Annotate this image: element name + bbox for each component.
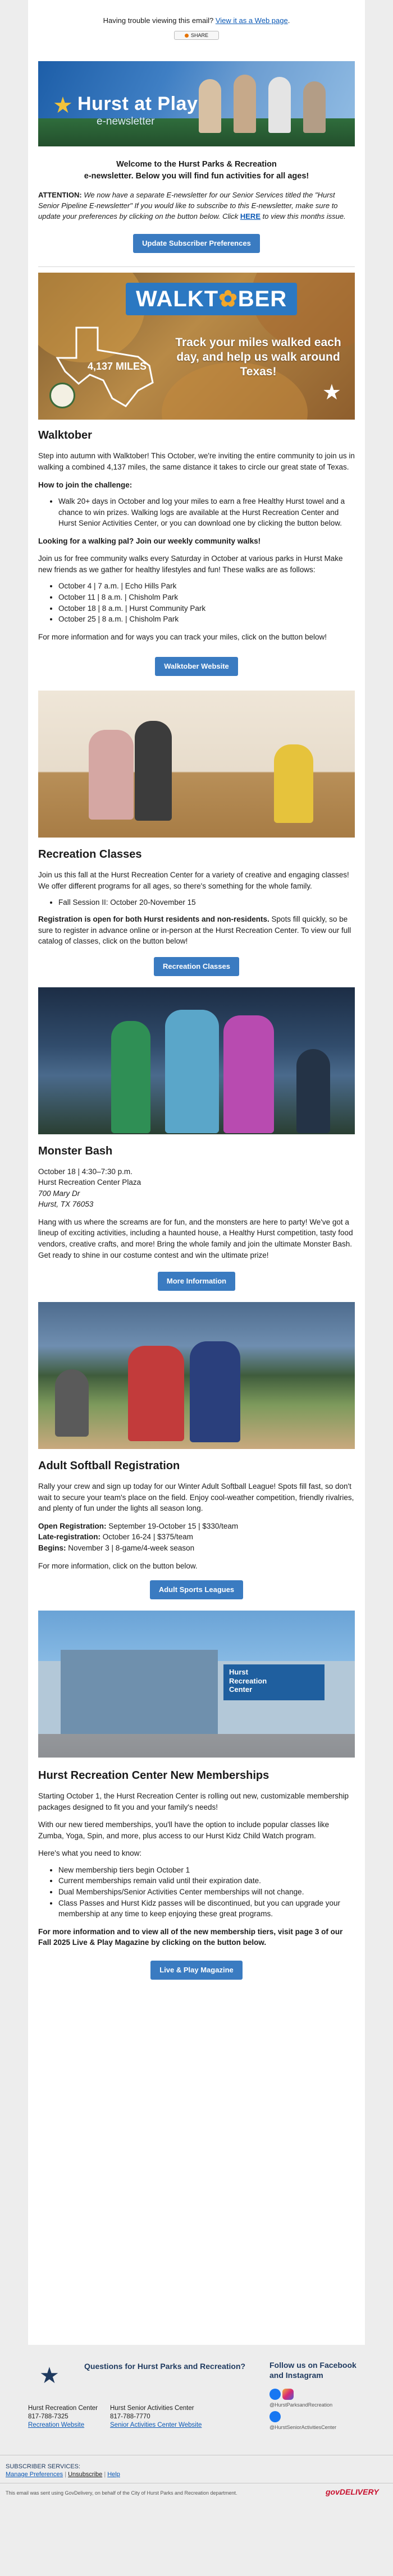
monster-bash-place: Hurst Recreation Center Plaza <box>38 1178 141 1187</box>
monster-bash-address-1: 700 Mary Dr <box>38 1189 80 1198</box>
memberships-intro: Starting October 1, the Hurst Recreation Center is rolling out new, customizable membership packages designed to fit you and your family's needs! <box>38 1792 349 1811</box>
walktober-more: For more information and for ways you can track your miles, click on the button below! <box>38 632 327 641</box>
walktober-banner <box>38 273 355 420</box>
hero-subtitle: e-newsletter <box>97 115 155 127</box>
footer-questions: Questions for Hurst Parks and Recreation? <box>84 2362 246 2371</box>
classes-intro: Join us this fall at the Hurst Recreation Center for a variety of creative and engaging classes! We offer different programs for all ages, so there's something for the whole family. <box>38 871 349 890</box>
footer-contact <box>28 2353 365 2437</box>
monster-bash-title: Monster Bash <box>38 1144 113 1157</box>
softball-intro: Rally your crew and sign up today for our Winter Adult Softball League! Spots fill fast, so don't wait to secure your team's place on the field. Enjoy cool-weather competition, friendly rivalries, and plenty of fun under the lights all season long. <box>38 1482 354 1513</box>
govdelivery-logo[interactable]: govDELIVERY <box>326 2487 379 2496</box>
hero-people-graphic <box>199 70 339 133</box>
more-information-button[interactable]: More Information <box>158 1272 235 1291</box>
update-preferences-button[interactable]: Update Subscriber Preferences <box>133 234 260 253</box>
recreation-website-link[interactable]: Recreation Website <box>28 2421 85 2428</box>
how-to-join-heading: How to join the challenge: <box>38 480 132 489</box>
hurst-star-icon: ★ <box>39 2363 60 2388</box>
subscriber-services-heading: SUBSCRIBER SERVICES: <box>6 2463 81 2470</box>
walktober-tagline: Track your miles walked each day, and help us walk around Texas! <box>175 336 341 378</box>
list-item: • Fall Session II: October 20-November 15 <box>58 897 355 908</box>
leaf-icon: ✿ <box>218 287 238 312</box>
preheader-text: Having trouble viewing this email? <box>103 16 214 25</box>
memberships-tiers: With our new tiered memberships, you'll have the option to include popular classes like Zumba, Yoga, Spin, and more, plus access to our Hurst Kidz Child Watch program. <box>38 1820 330 1840</box>
senior-issue-link[interactable]: HERE <box>240 211 261 220</box>
hero-banner <box>38 61 355 146</box>
memberships-closing: For more information and to view all of the new membership tiers, visit page 3 of our Fall 2025 Live & Play Magazine by clicking on the button below. <box>38 1927 343 1947</box>
instagram-icon[interactable] <box>282 2389 294 2400</box>
list-item: • October 25 | 8 a.m. | Chisholm Park <box>58 614 355 625</box>
email-body <box>28 0 365 2345</box>
list-item: • October 18 | 8 a.m. | Hurst Community Park <box>58 603 355 614</box>
monster-bash-address-2: Hurst, TX 76053 <box>38 1200 94 1209</box>
hero-title: Hurst at Play <box>77 93 198 114</box>
manage-preferences-link[interactable]: Manage Preferences <box>6 2471 63 2478</box>
adult-sports-leagues-button[interactable]: Adult Sports Leagues <box>150 1580 243 1599</box>
hurst-star-icon: ★ <box>53 93 73 118</box>
subscriber-links: Manage Preferences | Unsubscribe | Help <box>6 2471 120 2478</box>
softball-title: Adult Softball Registration <box>38 1460 180 1473</box>
recreation-center-photo <box>38 1611 355 1758</box>
welcome-heading: Welcome to the Hurst Parks & Recreation e-newsletter. Below you will find fun activities for all ages! <box>84 159 309 181</box>
list-item: • October 4 | 7 a.m. | Echo Hills Park <box>58 581 355 592</box>
memberships-know: Here's what you need to know: <box>38 1849 142 1858</box>
unsubscribe-link[interactable]: Unsubscribe <box>68 2471 103 2478</box>
monster-bash-photo <box>38 987 355 1134</box>
social-row <box>269 2389 365 2431</box>
building-sign: Hurst Recreation Center <box>223 1664 325 1700</box>
list-item: • October 11 | 8 a.m. | Chisholm Park <box>58 592 355 603</box>
softball-photo <box>38 1302 355 1449</box>
list-item: • Class Passes and Hurst Kidz passes will be discontinued, but you can upgrade your membership at any time to keep enjoying these great programs. <box>58 1898 355 1920</box>
softball-open: Open Registration: September 19-October 15 | $330/team <box>38 1521 239 1530</box>
list-item: • Walk 20+ days in October and log your miles to earn a free Healthy Hurst towel and a chance to win prizes. Walking logs are available at the Hurst Recreation Center and Hurst Senior Activities Center, or you can download one by clicking the button below. <box>58 496 355 529</box>
help-link[interactable]: Help <box>107 2471 120 2478</box>
attention-notice: ATTENTION: We now have a separate E-newsletter for our Senior Services titled the "Hurst Senior Pipeline E-newsletter" If you would like to subscribe to this E-newsletter, make sure to update your preferences by clicking on the button below. Click HERE to view this months issue. <box>38 190 346 220</box>
how-to-list <box>38 496 355 529</box>
walktober-website-button[interactable]: Walktober Website <box>155 657 238 676</box>
senior-center-website-link[interactable]: Senior Activities Center Website <box>110 2421 202 2428</box>
footer-follow: Follow us on Facebook and Instagram <box>269 2361 357 2380</box>
social-handle-2: @HurstSeniorActivitiesCenter <box>269 2425 337 2431</box>
miles-text: 4,137 MILES <box>88 361 147 372</box>
monster-bash-date: October 18 | 4:30–7:30 p.m. <box>38 1167 132 1176</box>
classes-photo <box>38 691 355 838</box>
memberships-list <box>38 1865 355 1920</box>
senior-center-contact: Hurst Senior Activities Center 817-788-7770 Senior Activities Center Website <box>110 2405 202 2428</box>
share-button[interactable]: SHARE <box>174 31 219 40</box>
share-icon <box>185 34 189 38</box>
facebook-icon[interactable] <box>269 2389 281 2400</box>
list-item: • New membership tiers begin October 1 <box>58 1865 355 1876</box>
sent-notice: This email was sent using GovDelivery, on behalf of the City of Hurst Parks and Recreation department. <box>6 2490 237 2496</box>
walktober-title: Walktober <box>38 429 92 442</box>
session-list <box>38 897 355 908</box>
facebook-icon[interactable] <box>269 2411 281 2422</box>
social-handle-1: @HurstParksandRecreation <box>269 2402 333 2408</box>
walking-pal-heading: Looking for a walking pal? Join our weekly community walks! <box>38 536 261 545</box>
walking-pal-text: Join us for free community walks every Saturday in October at various parks in Hurst Make new friends as we gather for healthy lifestyles and fun! These walks are as follows: <box>38 554 343 574</box>
softball-late: Late-registration: October 16-24 | $375/team <box>38 1533 193 1542</box>
softball-more: For more information, click on the button below. <box>38 1561 198 1570</box>
list-item: • Dual Memberships/Senior Activities Center memberships will not change. <box>58 1887 355 1898</box>
walk-schedule-list <box>38 581 355 624</box>
web-page-link[interactable]: View it as a Web page <box>215 16 288 25</box>
walktober-logo: WALKT✿BER <box>126 283 297 315</box>
walktober-intro: Step into autumn with Walktober! This October, we're inviting the entire community to join us in walking a combined 4,137 miles, the same distance it takes to circle our great state of Texas. <box>38 452 355 471</box>
recreation-classes-button[interactable]: Recreation Classes <box>154 957 239 976</box>
rec-center-contact: Hurst Recreation Center 817-788-7325 Recreation Website <box>28 2405 98 2428</box>
hurst-star-icon: ★ <box>322 381 341 405</box>
memberships-title: Hurst Recreation Center New Memberships <box>38 1769 269 1782</box>
footer <box>0 2345 393 2576</box>
preheader: Having trouble viewing this email? View it as a Web page. <box>103 16 290 25</box>
classes-registration: Registration is open for both Hurst residents and non-residents. Spots fill quickly, so be sure to register in advance online or in-person at the Hurst Recreation Center. To view our full catalog of classes, click on the button below! <box>38 914 351 946</box>
classes-title: Recreation Classes <box>38 848 142 861</box>
softball-begins: Begins: November 3 | 8-game/4-week season <box>38 1543 195 1552</box>
monster-bash-text: Hang with us where the screams are for fun, and the monsters are here to party! We've got a lineup of exciting activities, including a haunted house, a Healthy Hurst competition, tasty food vendors, creative crafts, and more! Bring the whole family and join the ultimate Monster Bash. Get ready to shine in our costume contest and win the ultimate prize! <box>38 1217 353 1259</box>
live-and-play-magazine-button[interactable]: Live & Play Magazine <box>150 1961 243 1980</box>
list-item: • Current memberships remain valid until their expiration date. <box>58 1875 355 1887</box>
